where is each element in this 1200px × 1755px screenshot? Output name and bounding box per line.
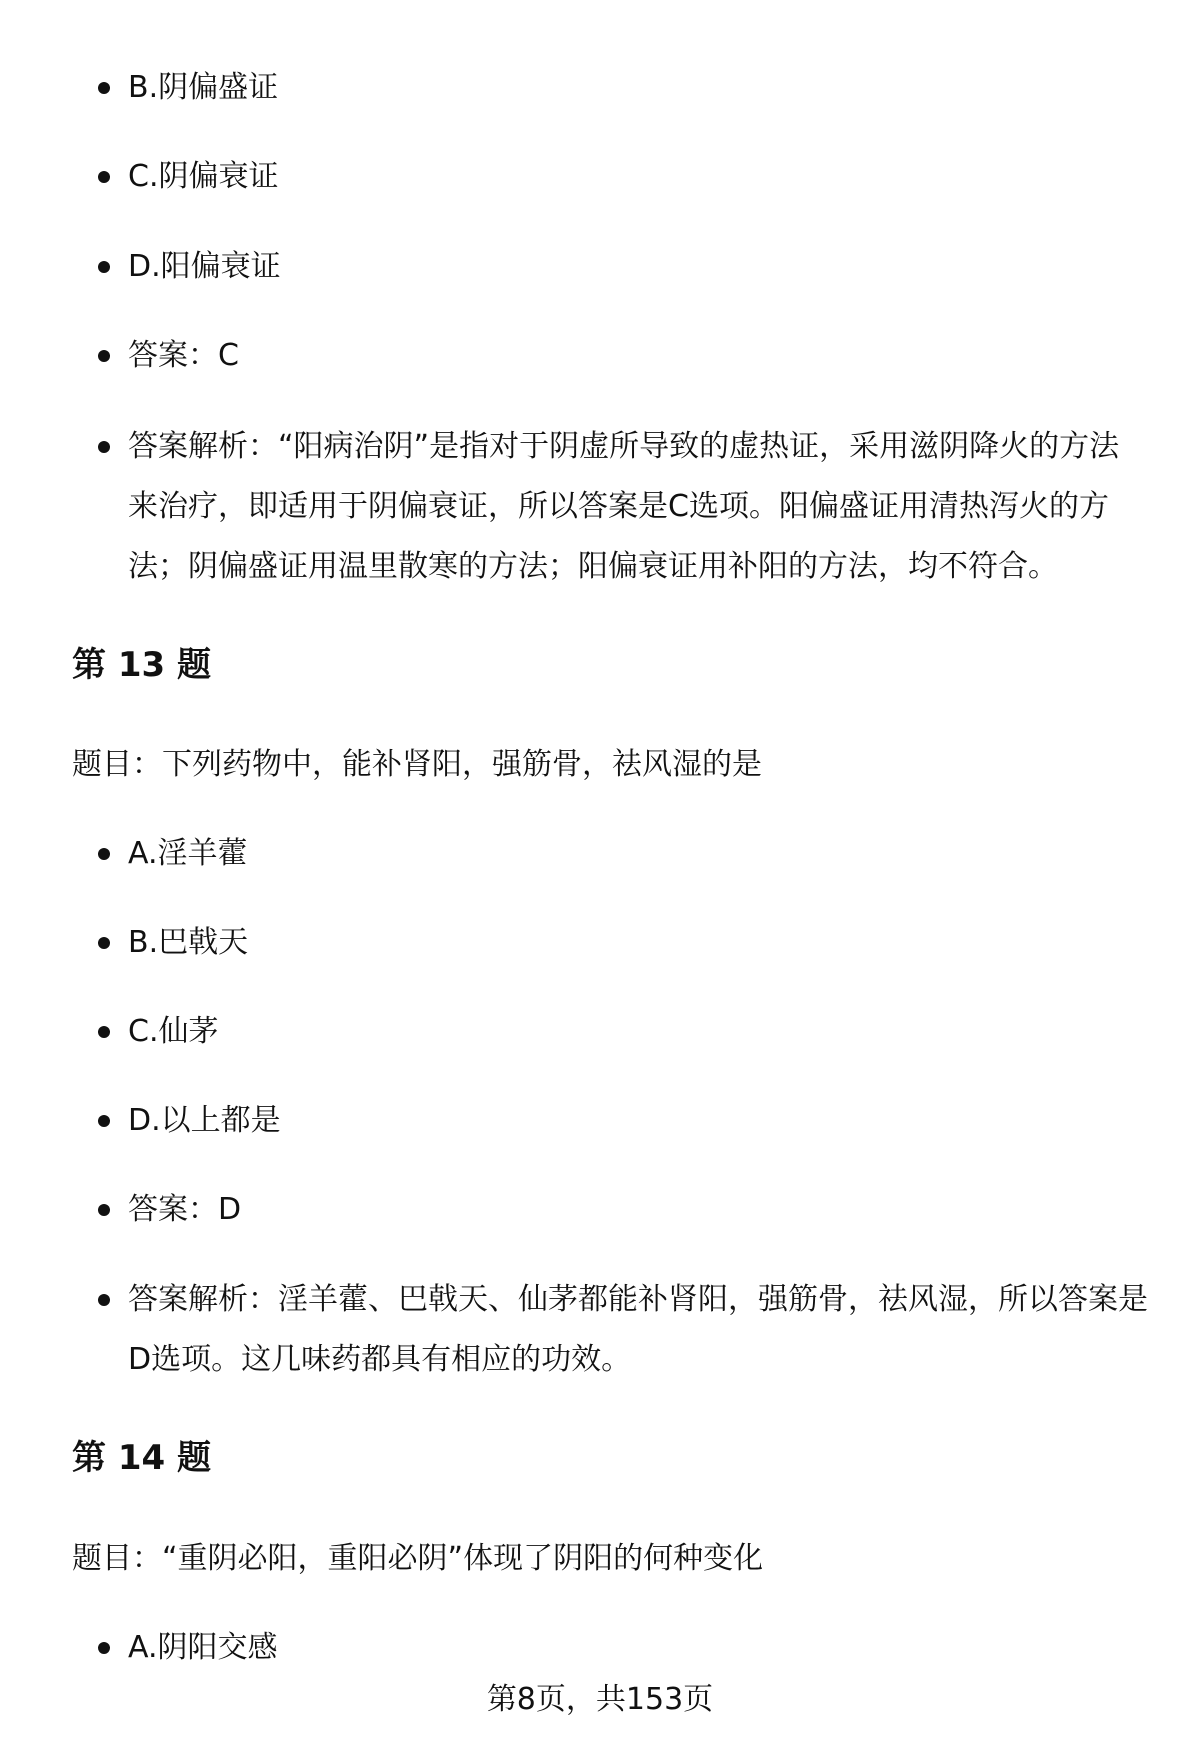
page-number-footer: 第8页，共153页 — [486, 1682, 714, 1717]
q12-option-c: C.阴偏衰证 — [128, 147, 1148, 207]
q13-option-c: C.仙茅 — [128, 1002, 1148, 1062]
q13-explanation: 答案解析：淫羊藿、巴戟天、仙茅都能补肾阳，强筋骨，祛风湿，所以答案是D选项。这几味药都具有相应的功效。 — [128, 1270, 1148, 1390]
q12-option-d: D.阳偏衰证 — [128, 237, 1148, 297]
q12-explanation: 答案解析：“阳病治阴”是指对于阴虚所导致的虚热证，采用滋阴降火的方法来治疗，即适用于阴偏衰证，所以答案是C选项。阳偏盛证用清热泻火的方法；阴偏盛证用温里散寒的方法；阳偏衰证用补阳的方法，均不符合。 — [128, 417, 1148, 597]
q12-option-b: B.阴偏盛证 — [128, 58, 1148, 118]
q14-option-a: A.阴阳交感 — [128, 1618, 1148, 1678]
q13-answer: 答案：D — [128, 1180, 1148, 1240]
q13-option-a: A.淫羊藿 — [128, 824, 1148, 884]
q13-option-b: B.巴戟天 — [128, 913, 1148, 973]
q13-stem: 题目：下列药物中，能补肾阳，强筋骨，祛风湿的是 — [72, 747, 762, 782]
q13-option-d: D.以上都是 — [128, 1091, 1148, 1151]
q14-stem: 题目：“重阴必阳，重阳必阴”体现了阴阳的何种变化 — [72, 1541, 764, 1576]
q12-answer: 答案：C — [128, 326, 1148, 386]
q14-heading: 第 14 题 — [72, 1438, 211, 1478]
q13-heading: 第 13 题 — [72, 645, 211, 685]
